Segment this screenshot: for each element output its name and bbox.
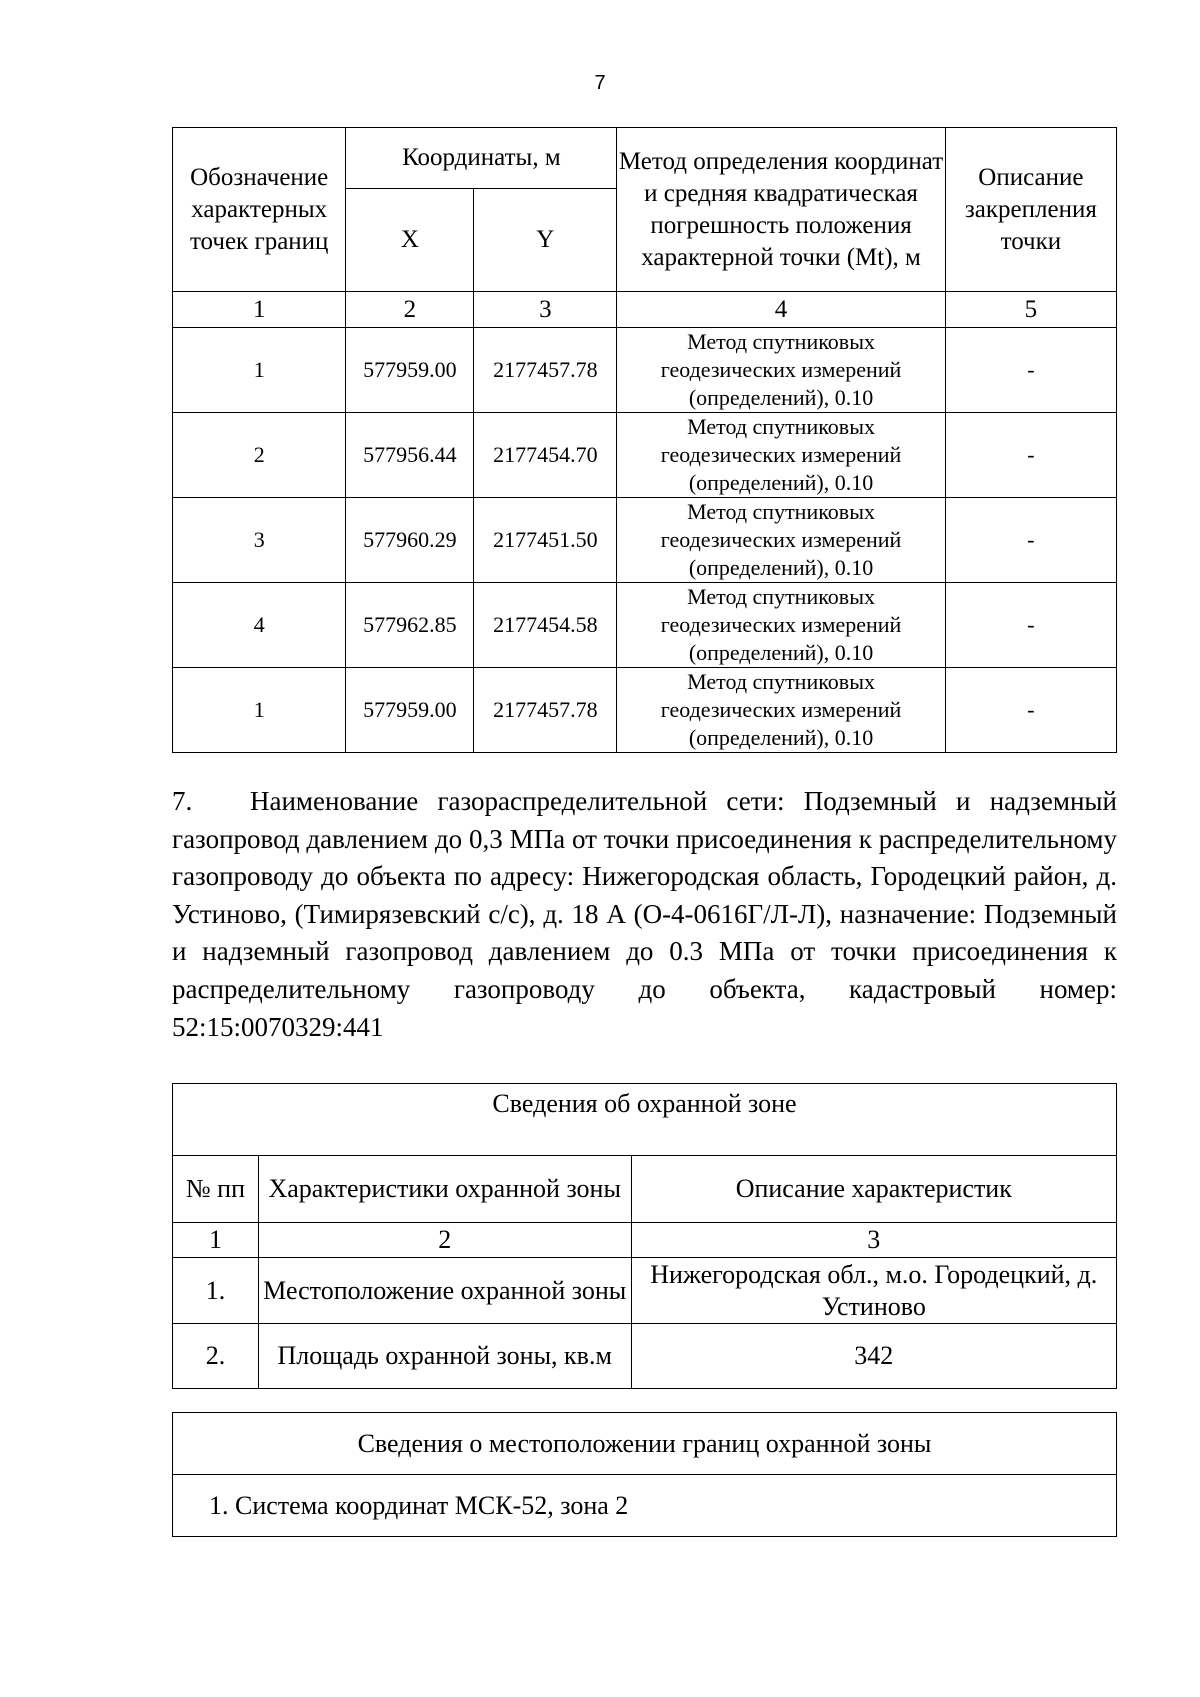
y-value: 2177457.78 bbox=[474, 668, 617, 753]
table-row bbox=[173, 1258, 1117, 1324]
point-number: 1 bbox=[173, 328, 346, 413]
y-value: 2177451.50 bbox=[474, 498, 617, 583]
section-text: Наименование газораспределительной сети: Подземный и надземный газопровод давлением до 0,3 МПа от точки присоединения к распределительному газопроводу до объекта по адресу: Нижегородская область, Городецкий район, д. Устиново, (Тимирязевский с/с), д. 18 А (О-4-0616Г/Л-Л), назначение: Подземный и надземный газопровод давлением до 0.3 МПа от точки присоединения к распределительному газопроводу до объекта, кадастровый номер: 52:15:0070329:441 bbox=[172, 786, 1117, 1042]
point-number: 4 bbox=[173, 583, 346, 668]
header-designation: Обозначение характерных точек границ bbox=[173, 128, 346, 292]
x-value: 577959.00 bbox=[346, 328, 474, 413]
header-row bbox=[173, 1156, 1117, 1223]
table-row bbox=[173, 1475, 1117, 1537]
header-characteristics: Характеристики охранной зоны bbox=[258, 1156, 631, 1223]
x-value: 577962.85 bbox=[346, 583, 474, 668]
point-number: 1 bbox=[173, 668, 346, 753]
column-number: 1 bbox=[173, 1223, 259, 1258]
protection-zone-table bbox=[172, 1083, 1117, 1389]
page-number: 7 bbox=[594, 72, 606, 94]
header-num: № пп bbox=[173, 1156, 259, 1223]
characteristic-value: Нижегородская обл., м.о. Городецкий, д. Устиново bbox=[631, 1258, 1116, 1324]
y-value: 2177454.70 bbox=[474, 413, 617, 498]
y-value: 2177457.78 bbox=[474, 328, 617, 413]
header-y: Y bbox=[474, 189, 617, 292]
header-coordinates: Координаты, м bbox=[346, 128, 617, 189]
section-7-paragraph bbox=[172, 783, 1117, 1046]
column-number-row bbox=[173, 292, 1117, 328]
column-number: 2 bbox=[346, 292, 474, 328]
header-row bbox=[173, 128, 1117, 189]
x-value: 577960.29 bbox=[346, 498, 474, 583]
method-value: Метод спутниковых геодезических измерений (определений), 0.10 bbox=[617, 498, 945, 583]
table-row bbox=[173, 668, 1117, 753]
caption-row bbox=[173, 1084, 1117, 1156]
point-number: 3 bbox=[173, 498, 346, 583]
point-number: 2 bbox=[173, 413, 346, 498]
table-row bbox=[173, 498, 1117, 583]
column-number: 3 bbox=[474, 292, 617, 328]
coordinate-system: 1. Система координат МСК-52, зона 2 bbox=[173, 1475, 1117, 1537]
table-row bbox=[173, 583, 1117, 668]
location-table-caption: Сведения о местоположении границ охранной зоны bbox=[173, 1413, 1117, 1475]
zone-table-caption: Сведения об охранной зоне bbox=[173, 1084, 1117, 1156]
description-value: - bbox=[945, 583, 1116, 668]
description-value: - bbox=[945, 328, 1116, 413]
column-number: 4 bbox=[617, 292, 945, 328]
header-description: Описание характеристик bbox=[631, 1156, 1116, 1223]
characteristic: Площадь охранной зоны, кв.м bbox=[258, 1324, 631, 1389]
row-number: 1. bbox=[173, 1258, 259, 1324]
column-number: 3 bbox=[631, 1223, 1116, 1258]
column-number-row bbox=[173, 1223, 1117, 1258]
method-value: Метод спутниковых геодезических измерений (определений), 0.10 bbox=[617, 328, 945, 413]
column-number: 1 bbox=[173, 292, 346, 328]
table-row bbox=[173, 413, 1117, 498]
x-value: 577956.44 bbox=[346, 413, 474, 498]
method-value: Метод спутниковых геодезических измерений (определений), 0.10 bbox=[617, 668, 945, 753]
characteristic-value: 342 bbox=[631, 1324, 1116, 1389]
method-value: Метод спутниковых геодезических измерений (определений), 0.10 bbox=[617, 583, 945, 668]
y-value: 2177454.58 bbox=[474, 583, 617, 668]
method-value: Метод спутниковых геодезических измерений (определений), 0.10 bbox=[617, 413, 945, 498]
column-number: 5 bbox=[945, 292, 1116, 328]
description-value: - bbox=[945, 413, 1116, 498]
section-number: 7. bbox=[172, 786, 193, 816]
x-value: 577959.00 bbox=[346, 668, 474, 753]
characteristic: Местоположение охранной зоны bbox=[258, 1258, 631, 1324]
description-value: - bbox=[945, 498, 1116, 583]
row-number: 2. bbox=[173, 1324, 259, 1389]
coordinates-table bbox=[172, 127, 1117, 753]
column-number: 2 bbox=[258, 1223, 631, 1258]
header-description: Описание закрепления точки bbox=[945, 128, 1116, 292]
location-table bbox=[172, 1412, 1117, 1537]
table-row bbox=[173, 328, 1117, 413]
caption-row bbox=[173, 1413, 1117, 1475]
table-row bbox=[173, 1324, 1117, 1389]
header-x: X bbox=[346, 189, 474, 292]
header-method: Метод определения координат и средняя квадратическая погрешность положения характерной точки (Mt), м bbox=[617, 128, 945, 292]
description-value: - bbox=[945, 668, 1116, 753]
